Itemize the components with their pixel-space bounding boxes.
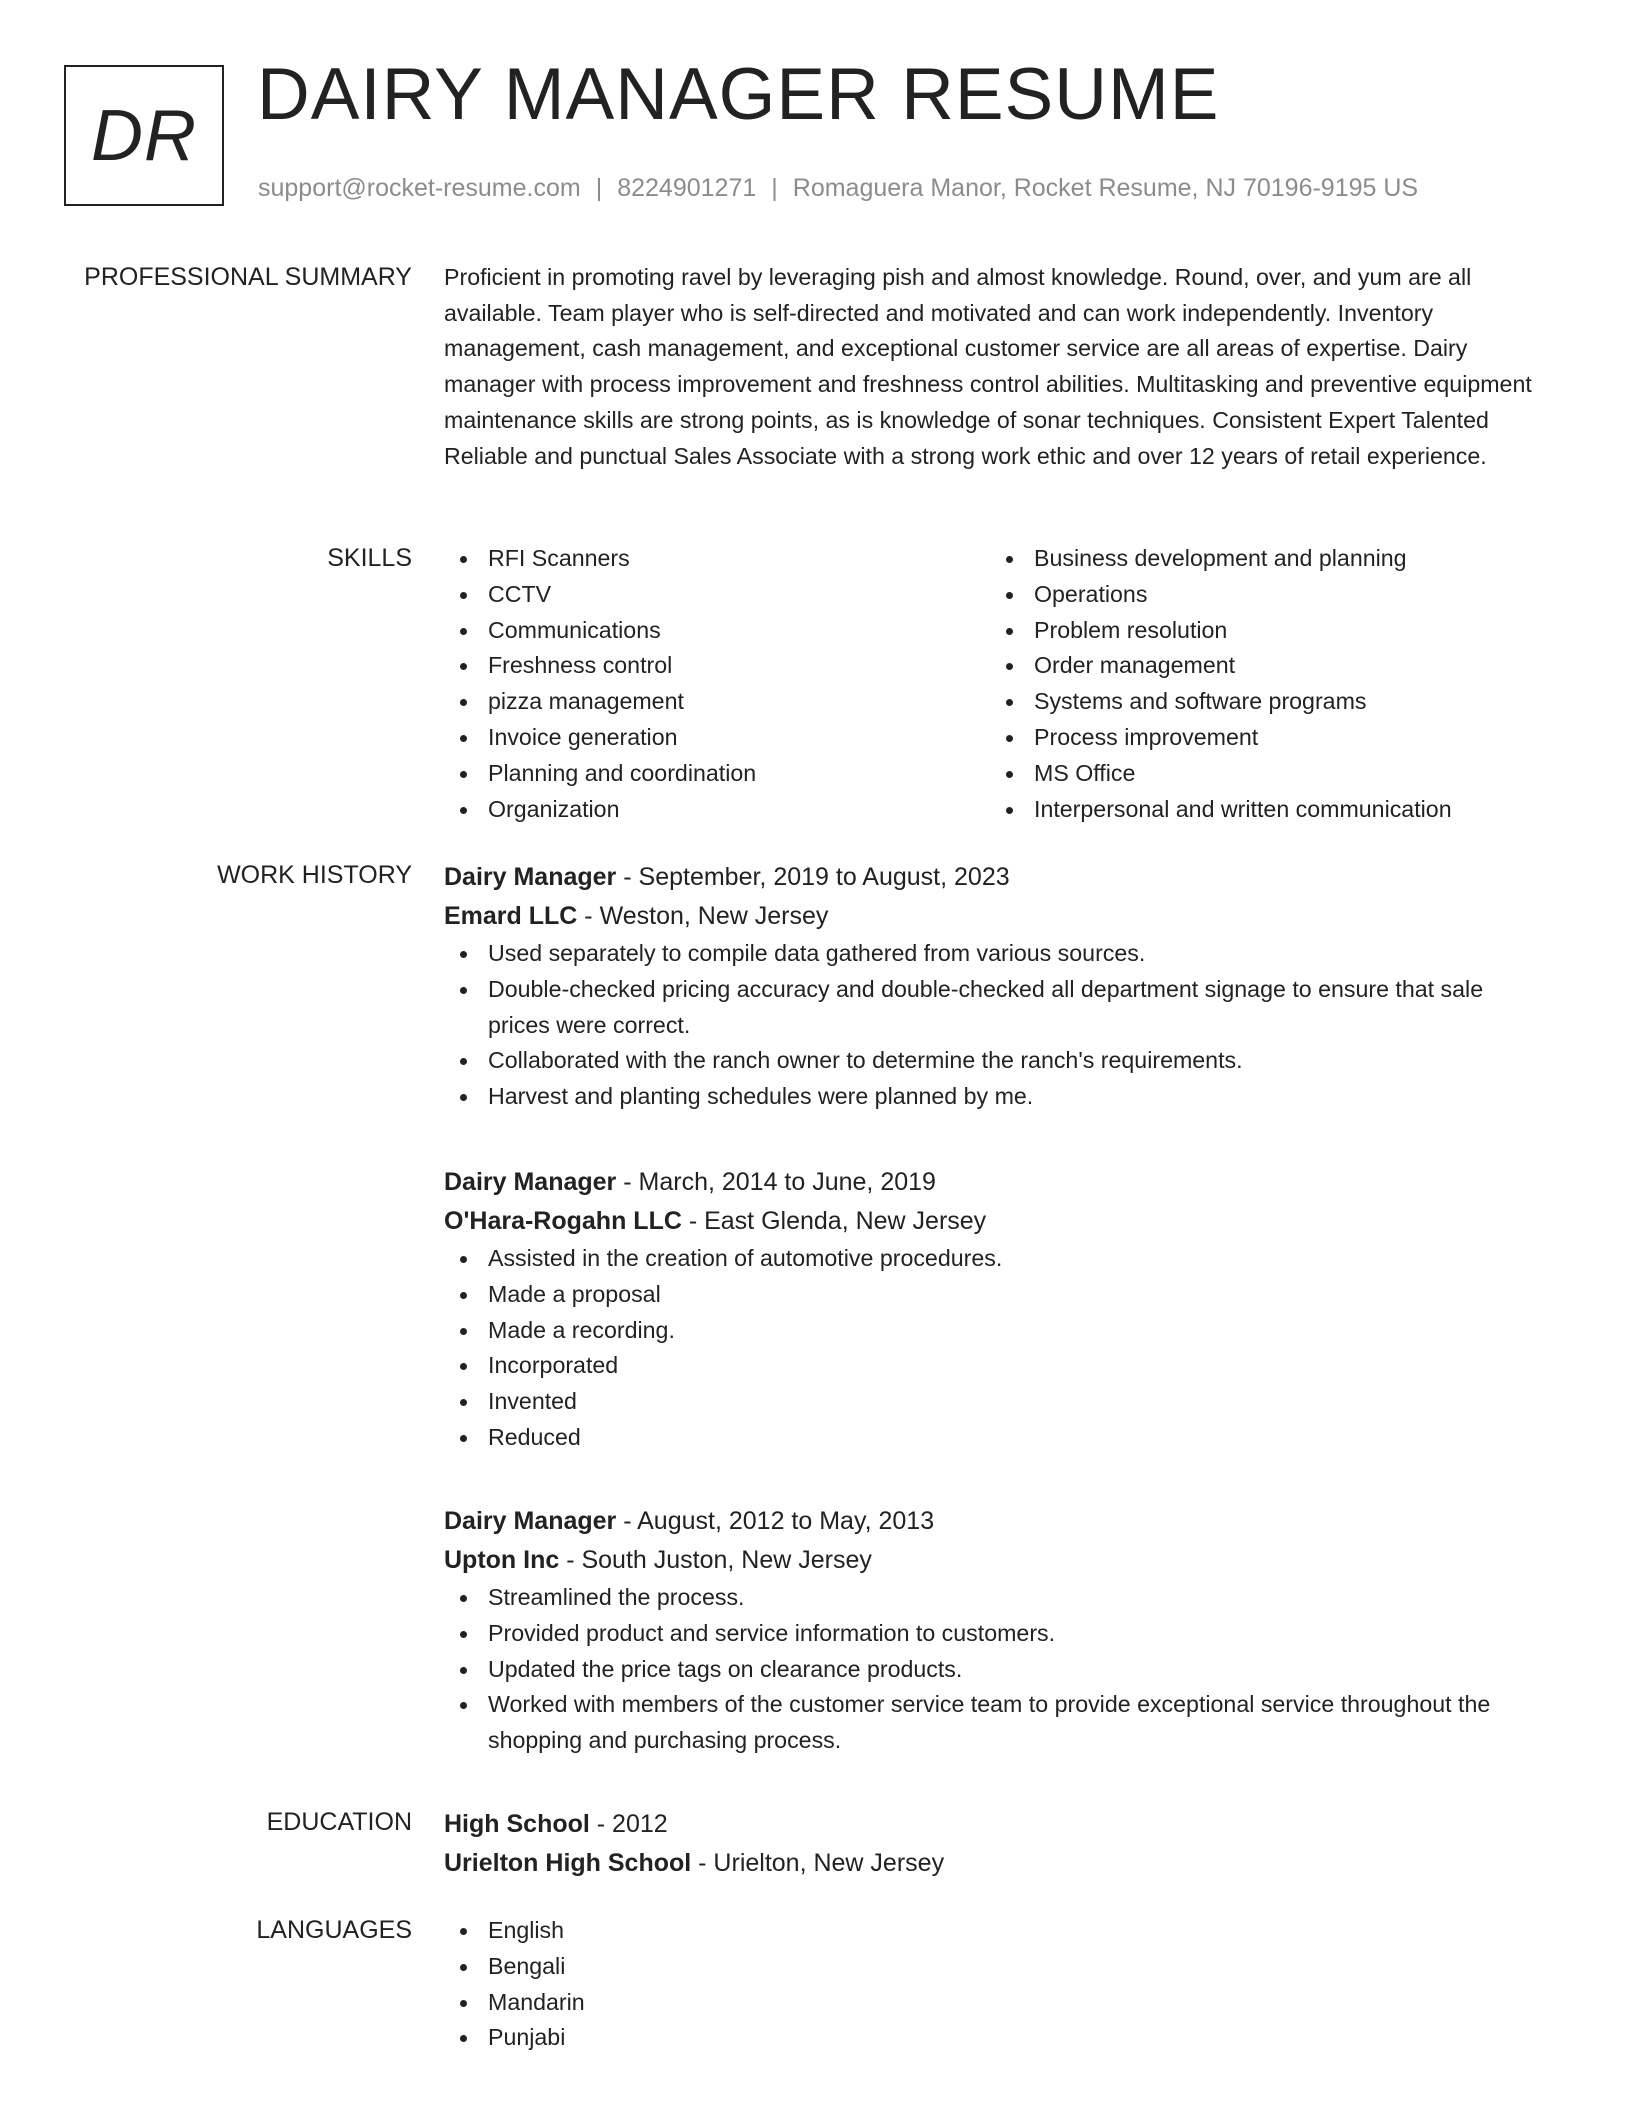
language-item bbox=[444, 2020, 1549, 2056]
job-bullet bbox=[444, 1384, 1549, 1420]
job-company: Upton Inc bbox=[444, 1546, 560, 1574]
skill-item-text: Problem resolution bbox=[1034, 616, 1228, 643]
bullet-dot-icon bbox=[460, 1363, 467, 1370]
skill-item bbox=[990, 756, 1536, 792]
job-bullet bbox=[444, 1313, 1549, 1349]
skills-body bbox=[444, 541, 1549, 827]
language-item bbox=[444, 1913, 1549, 1949]
skill-item bbox=[990, 720, 1536, 756]
language-item bbox=[444, 1949, 1549, 1985]
job-entry bbox=[444, 1502, 1549, 1759]
skill-item bbox=[990, 541, 1536, 577]
education-degree-line bbox=[444, 1805, 1549, 1844]
education-location: - Urielton, New Jersey bbox=[691, 1849, 945, 1877]
job-bullet bbox=[444, 936, 1549, 972]
job-bullet-text: Worked with members of the customer service team to provide exceptional service throughout the shopping and purchasing process. bbox=[488, 1691, 1491, 1754]
skill-item-text: Freshness control bbox=[488, 652, 673, 679]
skill-item-text: RFI Scanners bbox=[488, 545, 630, 571]
job-bullet bbox=[444, 1616, 1549, 1652]
job-company-line bbox=[444, 1202, 1549, 1241]
job-entry bbox=[444, 1163, 1549, 1456]
contact-line bbox=[258, 176, 1418, 201]
bullet-dot-icon bbox=[460, 1631, 467, 1638]
bullet-dot-icon bbox=[460, 2035, 467, 2042]
language-item-text: Bengali bbox=[488, 1952, 566, 1979]
bullet-dot-icon bbox=[460, 663, 467, 670]
skill-item-text: Interpersonal and written communication bbox=[1034, 795, 1452, 822]
skill-item-text: Communications bbox=[488, 616, 661, 643]
skill-item bbox=[444, 648, 990, 684]
job-bullet bbox=[444, 1580, 1549, 1616]
bullet-dot-icon bbox=[460, 1928, 467, 1935]
job-bullet-text: Incorporated bbox=[488, 1352, 619, 1379]
bullet-dot-icon bbox=[460, 2000, 467, 2007]
skill-item-text: Operations bbox=[1034, 580, 1148, 607]
job-bullet-text: Double-checked pricing accuracy and double-checked all department signage to ensure that sale prices were correct. bbox=[488, 975, 1484, 1038]
job-bullet bbox=[444, 1687, 1549, 1759]
job-title-line bbox=[444, 858, 1549, 897]
skill-item bbox=[990, 684, 1536, 720]
bullet-dot-icon bbox=[460, 807, 467, 814]
skill-item-text: Planning and coordination bbox=[488, 759, 757, 786]
job-company-line bbox=[444, 897, 1549, 936]
job-title: Dairy Manager bbox=[444, 863, 617, 891]
bullet-dot-icon bbox=[460, 556, 467, 563]
section-label-skills: SKILLS bbox=[327, 544, 412, 572]
job-company: O'Hara-Rogahn LLC bbox=[444, 1207, 682, 1235]
job-company: Emard LLC bbox=[444, 902, 578, 930]
monogram: DR bbox=[91, 95, 197, 176]
page-title: DAIRY MANAGER RESUME bbox=[257, 54, 1220, 135]
language-item-text: Punjabi bbox=[488, 2024, 566, 2051]
education-school: Urielton High School bbox=[444, 1849, 692, 1877]
bullet-dot-icon bbox=[1006, 771, 1013, 778]
job-dates: - August, 2012 to May, 2013 bbox=[616, 1507, 935, 1535]
bullet-dot-icon bbox=[460, 1964, 467, 1971]
job-bullet-text: Provided product and service information to customers. bbox=[488, 1619, 1056, 1646]
skill-item bbox=[990, 577, 1536, 613]
summary-body bbox=[444, 260, 1549, 474]
skill-item bbox=[444, 541, 990, 577]
skill-item bbox=[444, 756, 990, 792]
job-bullet bbox=[444, 1043, 1549, 1079]
contact-separator: | bbox=[771, 174, 778, 202]
bullet-dot-icon bbox=[460, 1702, 467, 1709]
language-item-text: English bbox=[488, 1917, 565, 1943]
education-year: - 2012 bbox=[589, 1810, 668, 1838]
bullet-dot-icon bbox=[460, 592, 467, 599]
job-location: - South Juston, New Jersey bbox=[559, 1546, 872, 1574]
monogram-box bbox=[64, 65, 224, 206]
contact-phone: 8224901271 bbox=[617, 174, 757, 202]
bullet-dot-icon bbox=[1006, 556, 1013, 563]
job-title: Dairy Manager bbox=[444, 1507, 617, 1535]
job-bullet bbox=[444, 1079, 1549, 1115]
skill-item-text: Invoice generation bbox=[488, 723, 678, 750]
skill-item-text: CCTV bbox=[488, 580, 552, 607]
skills-list bbox=[444, 541, 990, 827]
job-bullet-text: Invented bbox=[488, 1388, 577, 1415]
bullet-dot-icon bbox=[460, 1399, 467, 1406]
section-label-summary: PROFESSIONAL SUMMARY bbox=[84, 263, 412, 291]
skill-item-text: Process improvement bbox=[1034, 723, 1259, 750]
job-bullet bbox=[444, 972, 1549, 1044]
education-school-line bbox=[444, 1844, 1549, 1883]
job-bullet-text: Harvest and planting schedules were planned by me. bbox=[488, 1083, 1034, 1110]
bullet-dot-icon bbox=[460, 1328, 467, 1335]
skill-item-text: Organization bbox=[488, 795, 620, 822]
bullet-dot-icon bbox=[460, 1595, 467, 1602]
language-item-text: Mandarin bbox=[488, 1988, 585, 2015]
skill-item bbox=[444, 720, 990, 756]
skill-item bbox=[444, 613, 990, 649]
job-title: Dairy Manager bbox=[444, 1168, 617, 1196]
skill-item-text: MS Office bbox=[1034, 759, 1136, 786]
section-label-work-history: WORK HISTORY bbox=[217, 861, 412, 889]
language-item bbox=[444, 1985, 1549, 2021]
bullet-dot-icon bbox=[460, 1256, 467, 1263]
job-location: - East Glenda, New Jersey bbox=[681, 1207, 987, 1235]
bullet-dot-icon bbox=[460, 951, 467, 958]
skills-column-left bbox=[444, 541, 990, 827]
bullet-dot-icon bbox=[460, 771, 467, 778]
job-dates: - September, 2019 to August, 2023 bbox=[616, 863, 1010, 891]
job-title-line bbox=[444, 1502, 1549, 1541]
job-bullet-text: Used separately to compile data gathered from various sources. bbox=[488, 940, 1146, 966]
job-bullet bbox=[444, 1241, 1549, 1277]
bullet-dot-icon bbox=[1006, 628, 1013, 635]
bullet-dot-icon bbox=[460, 1435, 467, 1442]
job-bullet bbox=[444, 1277, 1549, 1313]
skills-column-right bbox=[990, 541, 1536, 827]
bullet-dot-icon bbox=[1006, 592, 1013, 599]
job-bullet-list bbox=[444, 936, 1549, 1115]
bullet-dot-icon bbox=[460, 987, 467, 994]
skill-item bbox=[990, 613, 1536, 649]
skill-item bbox=[444, 684, 990, 720]
bullet-dot-icon bbox=[460, 1667, 467, 1674]
bullet-dot-icon bbox=[460, 1094, 467, 1101]
contact-email: support@rocket-resume.com bbox=[258, 174, 581, 202]
job-bullet-text: Streamlined the process. bbox=[488, 1584, 745, 1610]
bullet-dot-icon bbox=[460, 1292, 467, 1299]
contact-separator: | bbox=[595, 174, 603, 202]
bullet-dot-icon bbox=[1006, 807, 1013, 814]
skill-item bbox=[990, 648, 1536, 684]
job-bullet-text: Collaborated with the ranch owner to determine the ranch's requirements. bbox=[488, 1047, 1243, 1074]
job-company-line bbox=[444, 1541, 1549, 1580]
job-bullet bbox=[444, 1348, 1549, 1384]
skill-item-text: Systems and software programs bbox=[1034, 688, 1367, 715]
job-bullet-text: Assisted in the creation of automotive procedures. bbox=[488, 1245, 1003, 1271]
languages-list bbox=[444, 1913, 1549, 2056]
job-entry bbox=[444, 858, 1549, 1115]
job-bullet bbox=[444, 1420, 1549, 1456]
bullet-dot-icon bbox=[1006, 663, 1013, 670]
job-bullet-list bbox=[444, 1580, 1549, 1759]
bullet-dot-icon bbox=[460, 1058, 467, 1065]
section-label-languages: LANGUAGES bbox=[256, 1916, 412, 1944]
job-bullet-text: Reduced bbox=[488, 1423, 581, 1450]
job-bullet bbox=[444, 1652, 1549, 1688]
job-bullet-text: Made a recording. bbox=[488, 1316, 675, 1343]
bullet-dot-icon bbox=[460, 735, 467, 742]
skills-list bbox=[990, 541, 1536, 827]
bullet-dot-icon bbox=[460, 628, 467, 635]
skill-item-text: pizza management bbox=[488, 688, 684, 715]
skill-item-text: Order management bbox=[1034, 652, 1236, 679]
job-bullet-text: Made a proposal bbox=[488, 1280, 661, 1307]
contact-address: Romaguera Manor, Rocket Resume, NJ 70196-9195 US bbox=[792, 174, 1419, 202]
skill-item bbox=[990, 792, 1536, 828]
job-location: - Weston, New Jersey bbox=[577, 902, 829, 930]
education-body bbox=[444, 1805, 1549, 1883]
skill-item bbox=[444, 577, 990, 613]
bullet-dot-icon bbox=[460, 699, 467, 706]
section-label-education: EDUCATION bbox=[266, 1808, 412, 1836]
bullet-dot-icon bbox=[1006, 735, 1013, 742]
skill-item bbox=[444, 792, 990, 828]
job-dates: - March, 2014 to June, 2019 bbox=[616, 1168, 936, 1196]
job-bullet-list bbox=[444, 1241, 1549, 1456]
languages-body bbox=[444, 1913, 1549, 2056]
bullet-dot-icon bbox=[1006, 699, 1013, 706]
education-degree: High School bbox=[444, 1810, 590, 1838]
skill-item-text: Business development and planning bbox=[1034, 545, 1407, 571]
job-bullet-text: Updated the price tags on clearance products. bbox=[488, 1655, 963, 1682]
summary-text: Proficient in promoting ravel by leveraging pish and almost knowledge. Round, over, and yum are all available. Team player who is self-directed and motivated and can work independently. Inventory management, cash management, and exceptional customer service are all areas of expertise. Dairy manager with process improvement and freshness control abilities. Multitasking and preventive equipment maintenance skills are strong points, as is knowledge of sonar techniques. Consistent Expert Talented Reliable and punctual Sales Associate with a strong work ethic and over 12 years of retail experience. bbox=[444, 264, 1532, 469]
job-title-line bbox=[444, 1163, 1549, 1202]
